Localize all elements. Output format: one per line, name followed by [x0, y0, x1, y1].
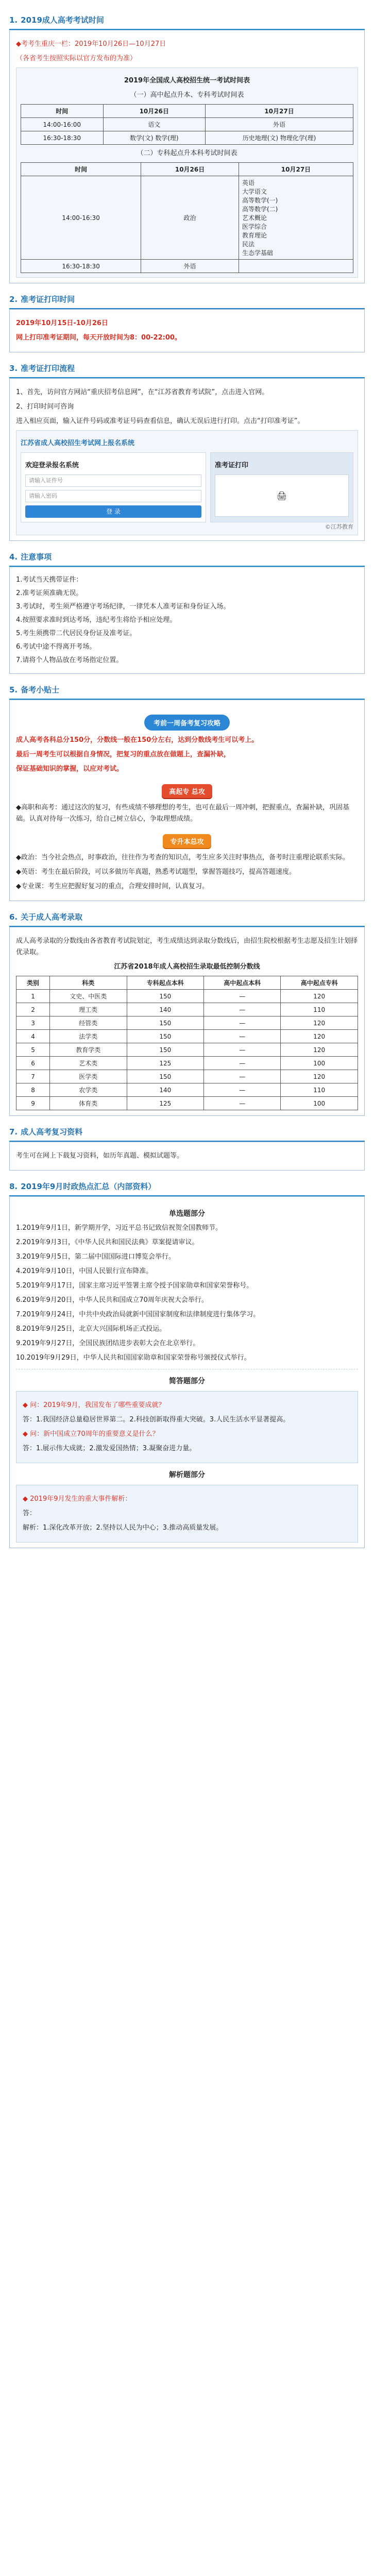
para1: ◆高职和高考：通过这次的复习，有些成绩不够理想的考生，也可在最后一周冲刺，把握重点，查漏补缺，巩固基础。认真对待每一次练习，给自己树立信心，争取理想成绩。: [16, 804, 349, 823]
table-row: 3 经管类 150 — 120: [16, 1016, 358, 1030]
step: 1、首先，访问官方网站“重庆招考信息网”，在“江苏省教育考试院”，点击进入官网。: [16, 388, 269, 396]
section6-box: [9, 927, 365, 1116]
section8-title: 8. 2019年9月时政热点汇总（内部资料）: [9, 1178, 365, 1196]
table-row: 5 教育学类 150 — 120: [16, 1043, 358, 1057]
qa-section: ◆ 问：2019年9月，我国发布了哪些重要成就？ 答：1.我国经济总量稳居世界第二。2.科技创新取得重大突破。3.人民生活水平显著提高。 ◆ 问：新中国成立70周年的重要意义是什么？ 答：1.展示伟大成就；2.激发爱国热情；3.凝聚奋进力量。: [16, 1391, 358, 1463]
exam-time-line: ◆考考生重庆一栏：2019年10月26日—10月27日: [16, 40, 166, 48]
section3-box: [9, 378, 365, 541]
table1: [21, 104, 353, 145]
section8-box: [9, 1196, 365, 1548]
section6-title: 6. 关于成人高考录取: [9, 908, 365, 927]
table-row: 9 体育类 125 — 100: [16, 1097, 358, 1110]
list-item: 8.2019年9月25日，北京大兴国际机场正式投运。: [16, 1325, 166, 1333]
table-row: 4 法学类 150 — 120: [16, 1030, 358, 1043]
table1-header: 时间: [21, 105, 104, 118]
table1-header: 10月27日: [206, 105, 353, 118]
list-item: 9.2019年9月27日，全国民族团结进步表彰大会在北京举行。: [16, 1340, 200, 1347]
ui-title: 江苏省成人高校招生考试网上报名系统: [21, 439, 135, 447]
score-table-title: 江苏省2018年成人高校招生录取最低控制分数线: [114, 963, 260, 971]
ui-screenshot: [16, 430, 358, 535]
single-choice-header: 单选题部分: [169, 1210, 205, 1218]
admit-time-note: 网上打印准考证期间，每天开放时间为8：00-22:00。: [16, 334, 181, 342]
materials-para: 考生可在网上下载复习资料，如历年真题、模拟试题等。: [16, 1152, 184, 1160]
table-row: 14:00-16:00 语文 外语: [21, 118, 353, 131]
id-input[interactable]: 请输入证件号: [25, 474, 201, 487]
exam-table-image: [16, 67, 358, 278]
section5-title: 5. 备考小贴士: [9, 681, 365, 700]
table2-caption: （二）专科起点升本科考试时间表: [137, 149, 237, 157]
para3: ◆英语：考生在最后阶段，可以多做历年真题，熟悉考试题型，掌握答题技巧，提高答题速度。: [16, 868, 296, 876]
section1-box: [9, 30, 365, 283]
list-item: 2.2019年9月3日，《中华人民共和国民法典》草案提请审议。: [16, 1239, 199, 1246]
ui-caption: ©江苏教育: [325, 523, 353, 530]
list-item: 5.2019年9月17日，国家主席习近平签署主席令授予国家勋章和国家荣誉称号。: [16, 1282, 253, 1290]
table-row: 6 艺术类 125 — 100: [16, 1057, 358, 1070]
table-row: 8 农学类 140 — 110: [16, 1083, 358, 1097]
print-panel: [210, 452, 353, 522]
list-item: 3.2019年9月5日，第二届中国国际进口博览会举行。: [16, 1253, 176, 1261]
section2-box: [9, 309, 365, 352]
para4: ◆专业课：考生应把握好复习的重点，合理安排时间，认真复习。: [16, 883, 209, 890]
list-item: 1.2019年9月1日，新学期开学，习近平总书记致信祝贺全国教师节。: [16, 1224, 223, 1232]
section2-title: 2. 准考证打印时间: [9, 291, 365, 309]
badge-gaoqizhuan: 高起专 总攻: [162, 784, 212, 798]
list-item: 7.2019年9月24日，中共中央政治局就新中国国家制度和法律制度进行集体学习。: [16, 1311, 260, 1318]
print-icon: 🖨: [276, 490, 287, 501]
table-row: 16:30-18:30 数学(文) 数学(理) 历史地理(文) 物理化学(理): [21, 131, 353, 145]
step: 进入相应页面，输入证件号码或准考证号码查看信息，确认无误后进行打印。点击“打印准考证”。: [16, 417, 304, 425]
section3-title: 3. 准考证打印流程: [9, 360, 365, 378]
score-table: 类别 科类 专科起点本科 高中起点本科 高中起点专科 1 文史、中医类 150 — 120 2 理工类 140 — 110 3 经管类 150 — 120 4 法学类 150 — 120 5 教育学类 150 — 120 6 艺术类 125 — 100 7 医学类 150 — 120 8 农学类 140 — 110 9 体育类 125 — 100: [16, 976, 358, 1110]
print-title: 准考证打印: [215, 462, 249, 469]
admission-para: 成人高考录取的分数线由各省教育考试院划定，考生成绩达到录取分数线后，由招生院校根据考生志愿及招生计划择优录取。: [16, 937, 358, 956]
table-row: 2 理工类 140 — 110: [16, 1003, 358, 1016]
table-row: 1 文史、中医类 150 — 120: [16, 990, 358, 1003]
qa-header: 简答题部分: [169, 1377, 205, 1385]
list-item: 4.2019年9月10日，中国人民银行宣布降准。: [16, 1267, 153, 1275]
analysis-section: ◆ 2019年9月发生的重大事件解析： 答： 解析：1.深化改革开放；2.坚持以人民为中心；3.推动高质量发展。: [16, 1485, 358, 1543]
table-row: 16:30-18:30 外语: [21, 260, 353, 273]
section7-title: 7. 成人高考复习资料: [9, 1123, 365, 1142]
table1-header: 10月26日: [103, 105, 205, 118]
table-row: 14:00-16:30 政治 英语 大学语文 高等数学(一) 高等数学(二) 艺术概论 医学综合 教育理论 民法 生态学基础: [21, 176, 353, 260]
pill-label: 考前一周备考复习攻略: [144, 715, 230, 731]
intro-1: 成人高考各科总分150分，分数线一般在150分左右，达到分数线考生可以考上。: [16, 736, 259, 744]
table2: 时间 10月26日 10月27日 14:00-16:30 政治 英语 大学语文 高等数学(一) 高等数学(二) 艺术概论 医学综合 教育理论 民法 生态学基础 16:30-18:30 外语: [21, 162, 353, 273]
intro-3: 保证基础知识的掌握，以应对考试。: [16, 765, 124, 773]
badge-zhuanshengben: 专升本总攻: [163, 834, 211, 848]
table-row: 7 医学类 150 — 120: [16, 1070, 358, 1083]
intro-2: 最后一周考生可以根据自身情况，把复习的重点放在做题上，查漏补缺，: [16, 751, 231, 758]
admit-time: 2019年10月15日-10月26日: [16, 319, 108, 327]
login-title: 欢迎登录报名系统: [25, 462, 79, 469]
section4-box: 1.考试当天携带证件： 2.准考证须准确无误。 3.考试时，考生须严格遵守考场纪律，一律凭本人准考证和身份证入场。 4.按照要求准时到达考场，违纪考生将给予相应处理。 5.考生须携带二代居民身份证及准考证。 6.考试中途不得离开考场。 7.请将个人物品放在考场指定位置。: [9, 567, 365, 674]
login-button[interactable]: 登 录: [25, 505, 201, 518]
list-item: 10.2019年9月29日，中华人民共和国国家勋章和国家荣誉称号颁授仪式举行。: [16, 1354, 251, 1362]
section4-title: 4. 注意事项: [9, 548, 365, 567]
exam-time-note: （各省考生按照实际以官方发布的为准）: [16, 55, 137, 62]
password-input[interactable]: 请输入密码: [25, 490, 201, 502]
page: [9, 0, 365, 1558]
table1-caption: （一）高中起点升本、专科考试时间表: [130, 91, 244, 99]
login-panel: [21, 452, 206, 522]
step: 2、打印时间可咨询: [16, 403, 74, 411]
analysis-header: 解析题部分: [169, 1471, 205, 1479]
section5-box: [9, 700, 365, 901]
list-item: 6.2019年9月20日，中华人民共和国成立70周年庆祝大会举行。: [16, 1296, 208, 1304]
exam-table-title: 2019年全国成人高校招生统一考试时间表: [124, 77, 250, 84]
section1-title: 1. 2019成人高考考试时间: [9, 11, 365, 30]
para2: ◆政治：当今社会热点，时事政治，往往作为考查的知识点，考生应多关注时事热点，备考时注重理论联系实际。: [16, 854, 349, 861]
section7-box: [9, 1142, 365, 1171]
